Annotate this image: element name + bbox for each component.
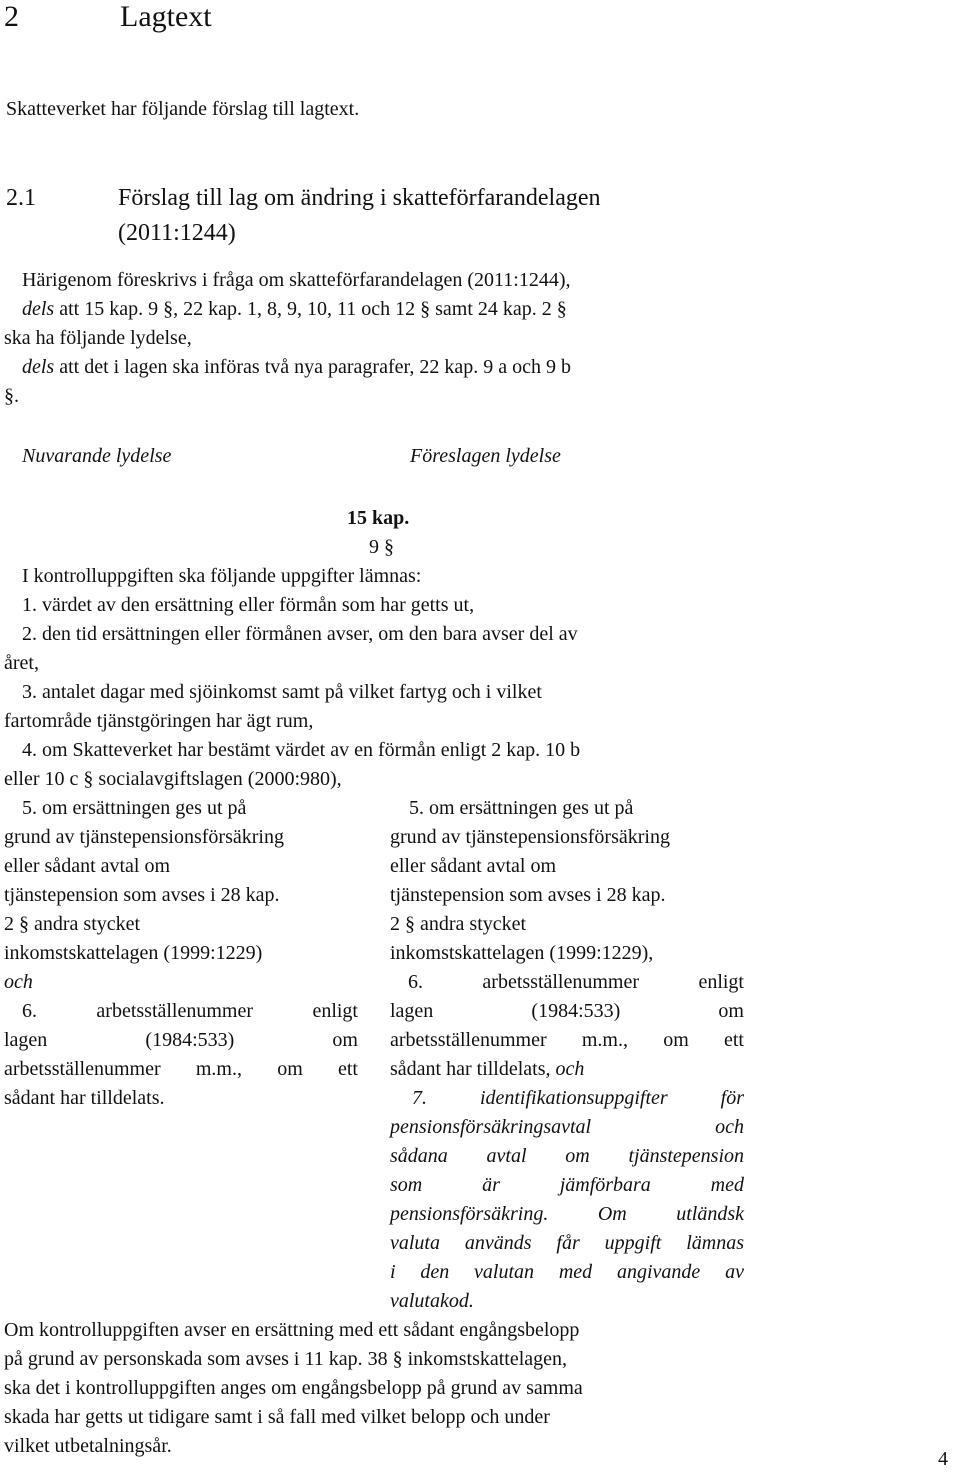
left-line-8: 6. arbetsställenummer enligt <box>22 1000 358 1022</box>
left-line-4: tjänstepension som avses i 28 kap. <box>4 884 280 906</box>
preamble-line-2: dels att 15 kap. 9 §, 22 kap. 1, 8, 9, 10, 11 och 12 § samt 24 kap. 2 § <box>22 298 567 321</box>
common-line-6: fartområde tjänstgöringen har ägt rum, <box>4 710 314 732</box>
right-line-18: valutakod. <box>390 1290 474 1312</box>
left-line-10: arbetsställenummer m.m., om ett <box>4 1058 358 1080</box>
right-line-3: eller sådant avtal om <box>390 855 557 877</box>
left-line-3: eller sådant avtal om <box>4 855 171 877</box>
right-line-8: lagen (1984:533) om <box>390 1000 744 1022</box>
closing-line-2: på grund av personskada som avses i 11 kap. 38 § inkomstskattelagen, <box>4 1348 567 1371</box>
left-line-1: 5. om ersättningen ges ut på <box>22 797 247 819</box>
preamble-line-5: §. <box>4 385 19 408</box>
right-line-7: 6. arbetsställenummer enligt <box>408 971 744 993</box>
section-title-sfs: (2011:1244) <box>118 220 236 246</box>
closing-line-4: skada har getts ut tidigare samt i så fall med vilket belopp och under <box>4 1406 550 1428</box>
chapter-heading-number: 2 <box>4 0 19 33</box>
section-sign <box>19 913 29 935</box>
chapter-heading-title: Lagtext <box>120 0 212 33</box>
section-sign <box>163 298 173 320</box>
right-line-5: 2 § andra stycket <box>390 913 526 936</box>
right-line-13: sådana avtal om tjänstepension <box>390 1145 744 1167</box>
right-line-2: grund av tjänstepensionsförsäkring <box>390 826 670 848</box>
common-line-2: 1. värdet av den ersättning eller förmån som har getts ut, <box>22 594 475 616</box>
common-line-5: 3. antalet dagar med sjöinkomst samt på vilket fartyg och i vilket <box>22 681 542 703</box>
right-line-9: arbetsställenummer m.m., om ett <box>390 1029 744 1051</box>
left-line-11: sådant har tilldelats. <box>4 1087 165 1109</box>
left-line-5: 2 § andra stycket <box>4 913 140 936</box>
left-line-9: lagen (1984:533) om <box>4 1029 358 1051</box>
right-line-17: i den valutan med angivande av <box>390 1261 744 1283</box>
paragraph-label: 9 § <box>369 536 394 559</box>
right-line-10: sådant har tilldelats, och <box>390 1058 585 1080</box>
right-line-11: 7. identifikationsuppgifter för <box>412 1087 744 1109</box>
right-line-1: 5. om ersättningen ges ut på <box>409 797 634 819</box>
column-header-proposed: Föreslagen lydelse <box>410 445 561 467</box>
right-line-6: inkomstskattelagen (1999:1229), <box>390 942 654 964</box>
right-line-15: pensionsförsäkring. Om utländsk <box>390 1203 744 1225</box>
section-sign <box>393 1348 403 1370</box>
section-sign <box>420 298 430 320</box>
common-line-4: året, <box>4 652 39 674</box>
section-number: 2.1 <box>6 185 36 211</box>
closing-line-1: Om kontrolluppgiften avser en ersättning med ett sådant engångsbelopp <box>4 1319 580 1341</box>
right-line-12: pensionsförsäkringsavtal och <box>390 1116 744 1138</box>
preamble-line-4: dels att det i lagen ska införas två nya paragrafer, 22 kap. 9 a och 9 b <box>22 356 571 378</box>
section-sign <box>405 913 415 935</box>
right-line-14: som är jämförbara med <box>390 1174 744 1196</box>
section-sign <box>4 385 14 407</box>
preamble-line-1: Härigenom föreskrivs i fråga om skatteförfarandelagen (2011:1244), <box>22 269 571 291</box>
right-line-4: tjänstepension som avses i 28 kap. <box>390 884 666 906</box>
common-line-7: 4. om Skatteverket har bestämt värdet av en förmån enligt 2 kap. 10 b <box>22 739 581 761</box>
section-title: Förslag till lag om ändring i skatteförfarandelagen <box>118 185 601 211</box>
closing-line-3: ska det i kontrolluppgiften anges om engångsbelopp på grund av samma <box>4 1377 583 1399</box>
section-sign <box>384 536 394 558</box>
left-line-6: inkomstskattelagen (1999:1229) <box>4 942 263 964</box>
intro-text: Skatteverket har följande förslag till lagtext. <box>6 98 360 120</box>
section-sign <box>557 298 567 320</box>
common-line-3: 2. den tid ersättningen eller förmånen avser, om den bara avser del av <box>22 623 578 645</box>
chapter-label: 15 kap. <box>347 507 410 529</box>
page-number: 4 <box>938 1448 948 1470</box>
column-header-current: Nuvarande lydelse <box>22 445 172 467</box>
right-line-16: valuta används får uppgift lämnas <box>390 1232 744 1254</box>
preamble-line-3: ska ha följande lydelse, <box>4 327 192 349</box>
left-line-2: grund av tjänstepensionsförsäkring <box>4 826 284 848</box>
left-line-7: och <box>4 971 33 993</box>
common-line-1: I kontrolluppgiften ska följande uppgifter lämnas: <box>22 565 422 587</box>
common-line-8: eller 10 c § socialavgiftslagen (2000:980), <box>4 768 342 791</box>
closing-line-5: vilket utbetalningsår. <box>4 1435 172 1457</box>
section-sign <box>83 768 93 790</box>
